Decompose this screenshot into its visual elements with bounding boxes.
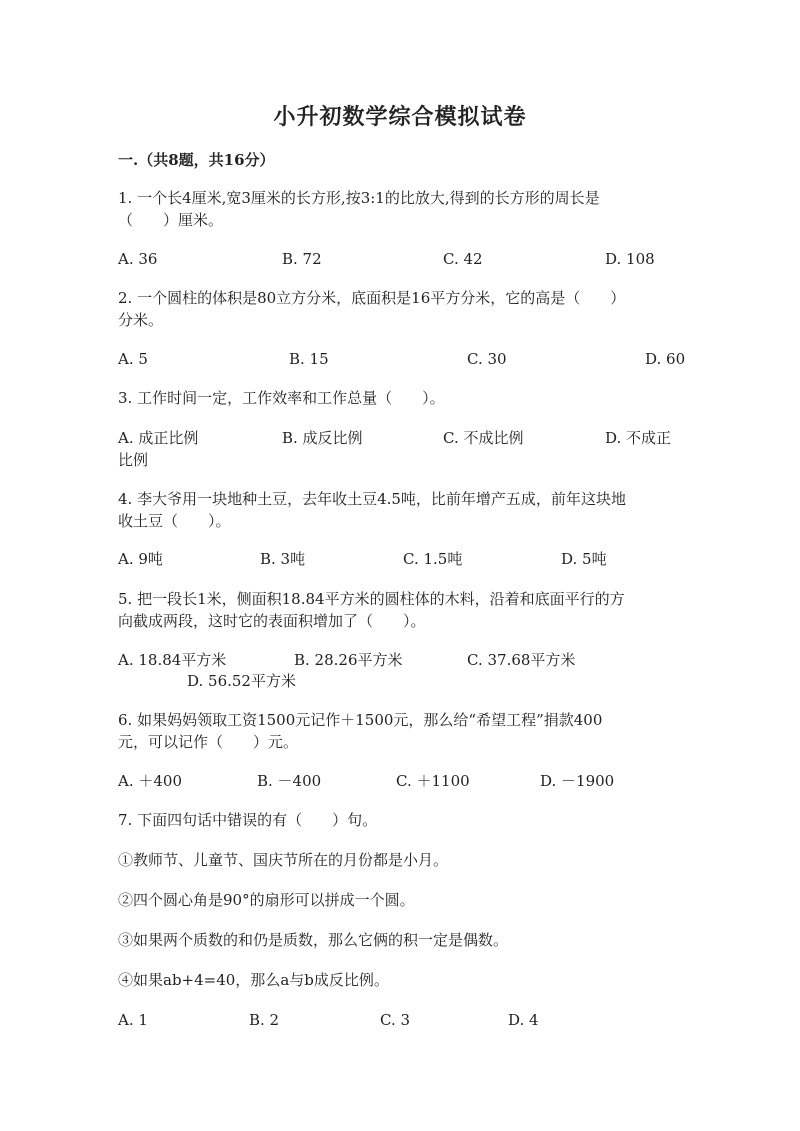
question-2-option-d: D. 60: [645, 350, 686, 368]
question-1-option-c: C. 42: [443, 250, 483, 268]
question-3-line-1: 3. 工作时间一定，工作效率和工作总量（ ）。: [118, 389, 445, 407]
page-title: 小升初数学综合模拟试卷: [273, 104, 527, 130]
question-4-option-c: C. 1.5吨: [403, 550, 463, 568]
question-6-line-2: 元，可以记作（ ）元。: [118, 733, 299, 751]
question-7-statement-4: ④如果ab+4=40，那么a与b成反比例。: [118, 971, 389, 989]
question-6-line-1: 6. 如果妈妈领取工资1500元记作＋1500元，那么给“希望工程”捐款400: [118, 711, 603, 729]
question-2-line-1: 2. 一个圆柱的体积是80立方分米，底面积是16平方分米，它的高是（ ）: [118, 289, 626, 307]
question-5-line-1: 5. 把一段长1米，侧面积18.84平方米的圆柱体的木料，沿着和底面平行的方: [118, 590, 625, 608]
question-7-statement-3: ③如果两个质数的和仍是质数，那么它俩的积一定是偶数。: [118, 931, 509, 949]
question-2-option-c: C. 30: [467, 350, 507, 368]
question-1-line-1: 1. 一个长4厘米,宽3厘米的长方形,按3:1的比放大,得到的长方形的周长是: [118, 189, 600, 207]
question-6-option-c: C. ＋1100: [396, 772, 470, 790]
question-1-option-d: D. 108: [605, 250, 655, 268]
question-3-option-c: C. 不成比例: [443, 429, 524, 447]
question-7-option-d: D. 4: [508, 1011, 539, 1029]
question-7-statement-2: ②四个圆心角是90°的扇形可以拼成一个圆。: [118, 891, 415, 909]
section-heading: 一.（共8题，共16分）: [118, 151, 275, 169]
question-1-line-2: （ ）厘米。: [118, 211, 224, 229]
question-4-option-a: A. 9吨: [118, 550, 163, 568]
question-5-option-d: D. 56.52平方米: [187, 672, 296, 690]
question-6-option-d: D. －1900: [540, 772, 615, 790]
question-7-line-1: 7. 下面四句话中错误的有（ ）句。: [118, 811, 378, 829]
question-1-option-b: B. 72: [282, 250, 322, 268]
question-2-option-b: B. 15: [289, 350, 329, 368]
question-7-option-c: C. 3: [380, 1011, 411, 1029]
question-3-option-a: A. 成正比例: [118, 429, 199, 447]
question-7-statement-1: ①教师节、儿童节、国庆节所在的月份都是小月。: [118, 851, 449, 869]
question-5-option-b: B. 28.26平方米: [294, 651, 403, 669]
question-4-line-1: 4. 李大爷用一块地种土豆，去年收土豆4.5吨，比前年增产五成，前年这块地: [118, 490, 626, 508]
question-4-line-2: 收土豆（ ）。: [118, 512, 231, 530]
question-2-option-a: A. 5: [118, 350, 148, 368]
question-7-option-b: B. 2: [249, 1011, 280, 1029]
question-5-option-a: A. 18.84平方米: [118, 651, 227, 669]
question-5-line-2: 向截成两段，这时它的表面积增加了（ ）。: [118, 612, 426, 630]
question-7-option-a: A. 1: [118, 1011, 148, 1029]
question-3-option-b: B. 成反比例: [282, 429, 363, 447]
question-5-option-c: C. 37.68平方米: [467, 651, 576, 669]
question-4-option-b: B. 3吨: [260, 550, 306, 568]
question-2-line-2: 分米。: [118, 311, 164, 329]
question-3-option-d: D. 不成正: [605, 429, 672, 447]
question-1-option-a: A. 36: [118, 250, 158, 268]
question-6-option-a: A. ＋400: [118, 772, 182, 790]
question-3-option-d-wrap: 比例: [118, 451, 149, 469]
question-4-option-d: D. 5吨: [561, 550, 607, 568]
question-6-option-b: B. －400: [257, 772, 322, 790]
